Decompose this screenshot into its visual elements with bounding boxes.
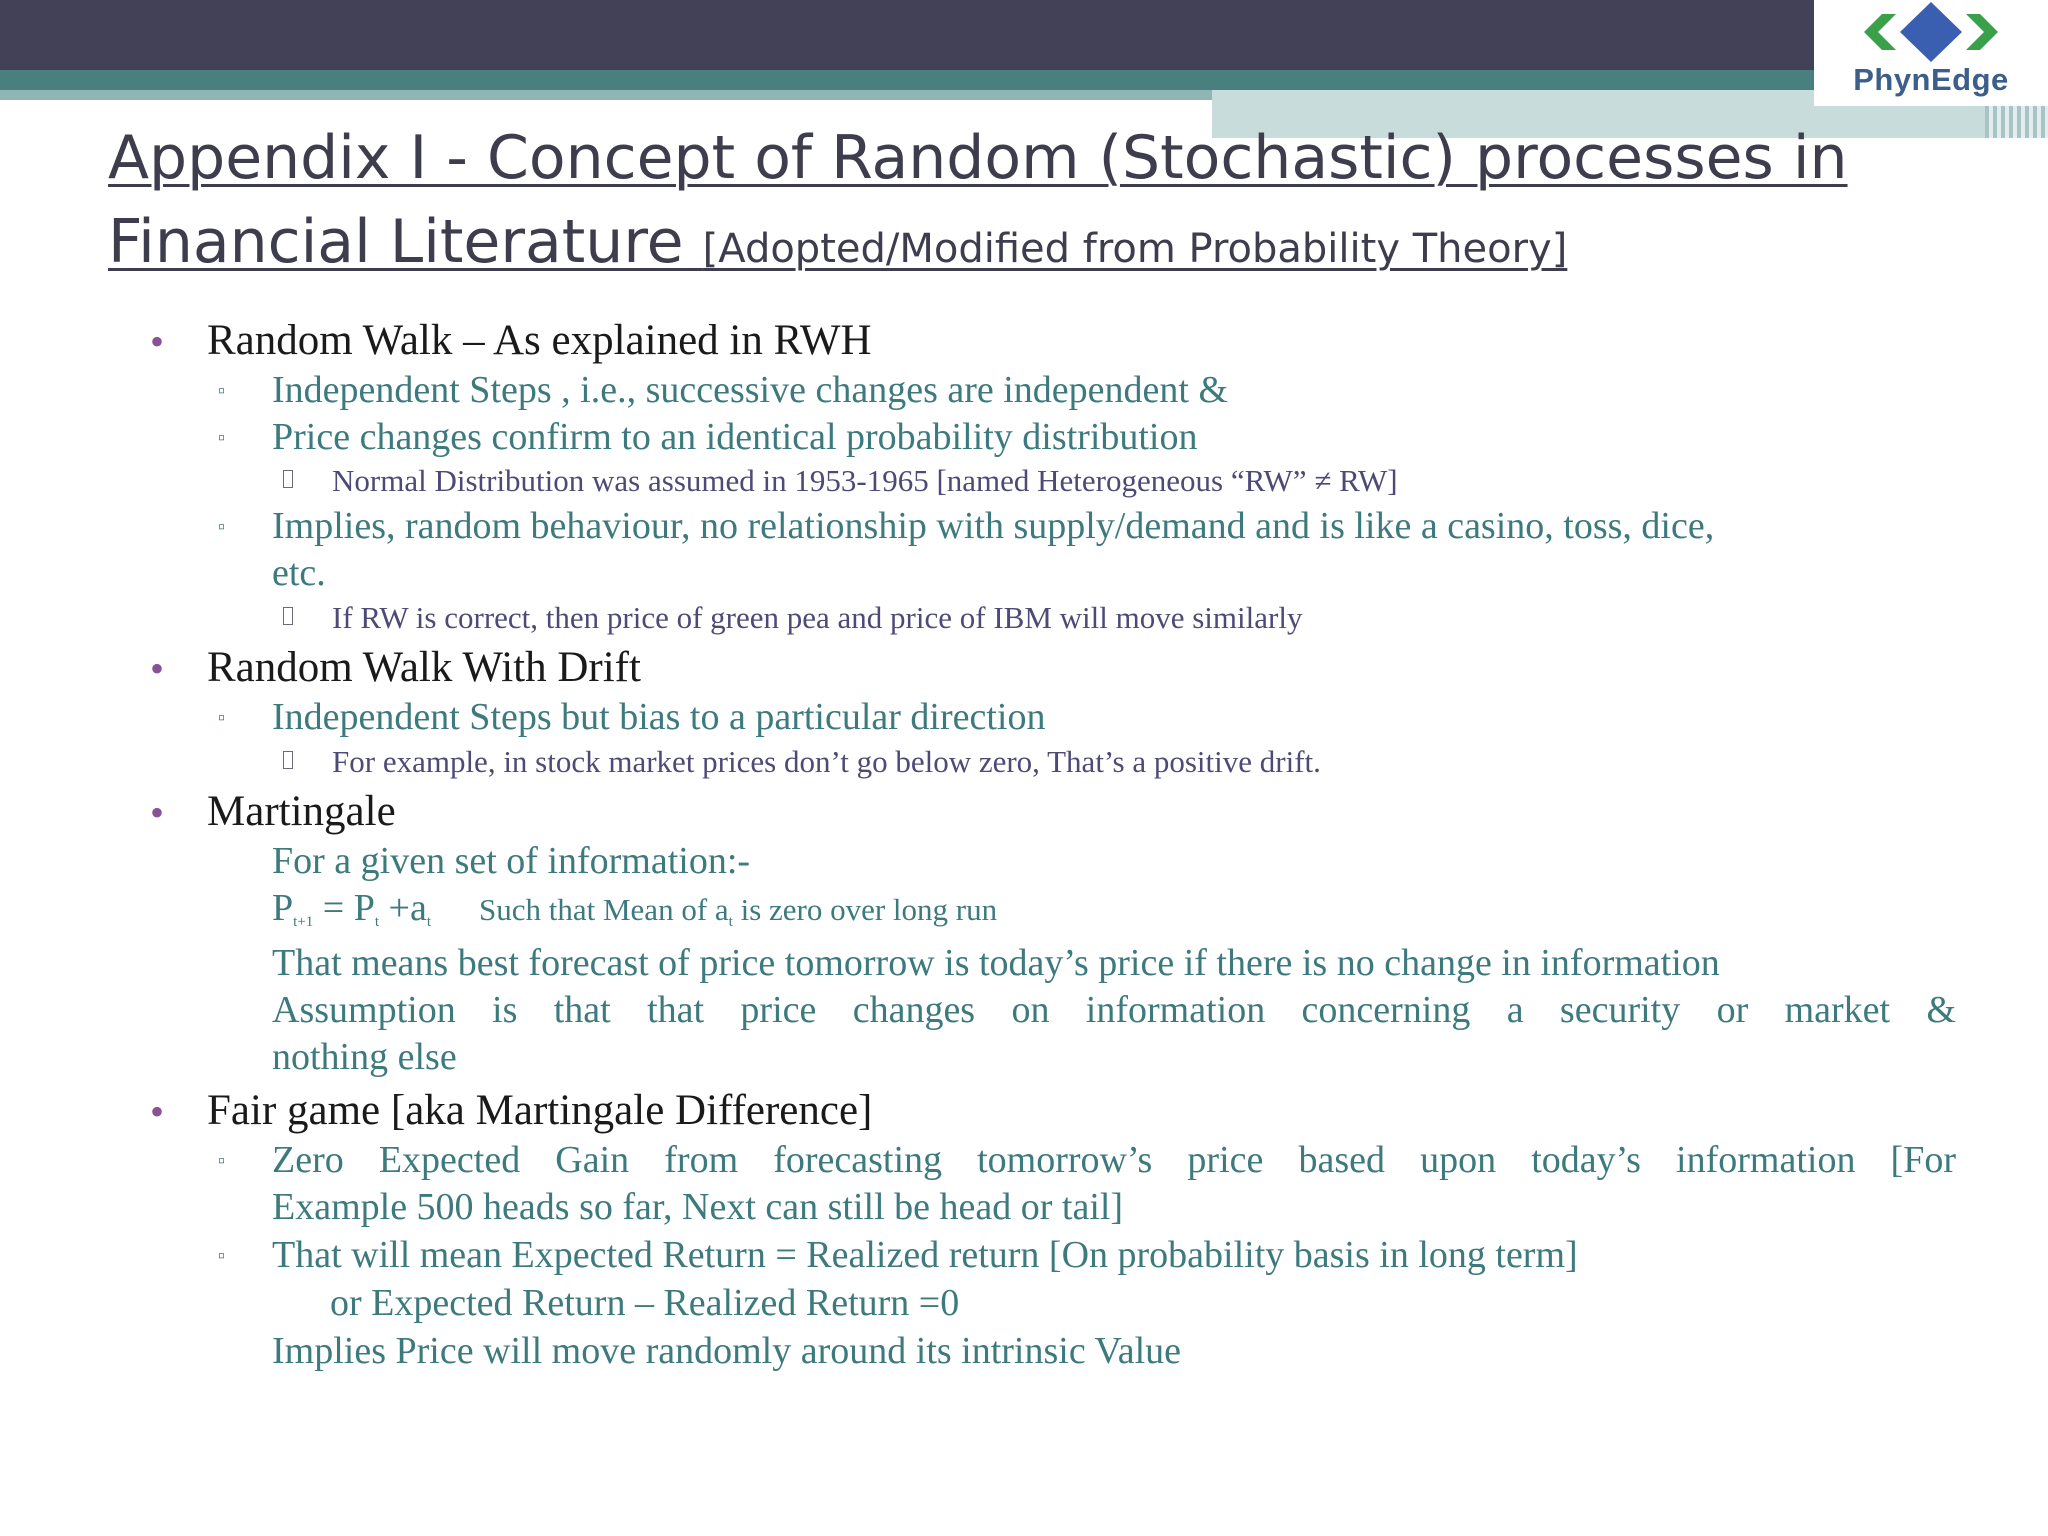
header-bar-teal: [0, 70, 1814, 90]
header-bar-light: [0, 90, 1212, 100]
rw-point-2: Price changes confirm to an identical probability distribution: [272, 416, 1198, 458]
bullet-dot: •: [150, 790, 165, 835]
drift-subpoint-1a: For example, in stock market prices don’t go below zero, That’s a positive drift.: [332, 744, 1321, 779]
bullet-dot: •: [150, 319, 165, 364]
mart-point-3: Assumption is that that price changes on information concerning a security or market &: [272, 989, 1956, 1031]
rw-point-1: Independent Steps , i.e., successive changes are independent &: [272, 369, 1229, 411]
bullet-box: [283, 607, 293, 625]
fair-point-3: Implies Price will move randomly around its intrinsic Value: [272, 1330, 1182, 1372]
heading-fair-game: Fair game [aka Martingale Difference]: [207, 1087, 873, 1134]
mart-point-3-cont: nothing else: [272, 1036, 457, 1078]
fair-point-1: Zero Expected Gain from forecasting tomorrow’s price based upon today’s information [For: [272, 1139, 1956, 1181]
header-bar-dark: [0, 0, 1814, 70]
fair-point-2: That will mean Expected Return = Realized return [On probability basis in long term]: [272, 1234, 1578, 1276]
phynedge-logo: [1814, 0, 2048, 106]
mart-equation: $P_{t+1} = P_t +a_t$ Such that Mean of $a_t$ is zero over long run: [272, 887, 998, 930]
heading-martingale: Martingale: [207, 788, 396, 835]
rw-subpoint-2a: Normal Distribution was assumed in 1953-1965 [named Heterogeneous “RW” ≠ RW]: [332, 463, 1398, 498]
heading-random-walk-drift: Random Walk With Drift: [207, 644, 641, 691]
heading-random-walk: Random Walk – As explained in RWH: [207, 317, 872, 364]
bullet-dot: •: [150, 646, 165, 691]
mart-point-2: That means best forecast of price tomorrow is today’s price if there is no change in information: [272, 942, 1720, 984]
logo-diamond-icon: [1864, 2, 1998, 66]
rw-subpoint-3a: If RW is correct, then price of green pea and price of IBM will move similarly: [332, 600, 1303, 635]
bullet-square: ▫: [218, 1150, 226, 1172]
mart-point-1: For a given set of information:-: [272, 840, 751, 882]
logo-text: PhynEdge: [1853, 62, 2009, 97]
slide-title: [108, 116, 1968, 291]
bullet-square: ▫: [218, 707, 226, 729]
drift-point-1: Independent Steps but bias to a particular direction: [272, 696, 1046, 738]
fair-point-2-cont: or Expected Return – Realized Return =0: [330, 1282, 960, 1324]
bullet-square: ▫: [218, 516, 226, 538]
bullet-square: ▫: [218, 427, 226, 449]
fair-point-1-cont: Example 500 heads so far, Next can still be head or tail]: [272, 1186, 1124, 1228]
rw-point-3-cont: etc.: [272, 552, 326, 594]
title-sub: [Adopted/Modified from Probability Theory]: [702, 226, 1568, 272]
bullet-square: ▫: [218, 380, 226, 402]
bullet-box: [283, 470, 293, 488]
title-main: Appendix I - Concept of Random (Stochastic) processes in Financial Literature: [108, 123, 1848, 277]
bullet-box: [283, 751, 293, 769]
rw-point-3: Implies, random behaviour, no relationship with supply/demand and is like a casino, toss, dice,: [272, 505, 1715, 547]
bullet-dot: •: [150, 1089, 165, 1134]
bullet-square: ▫: [218, 1245, 226, 1267]
